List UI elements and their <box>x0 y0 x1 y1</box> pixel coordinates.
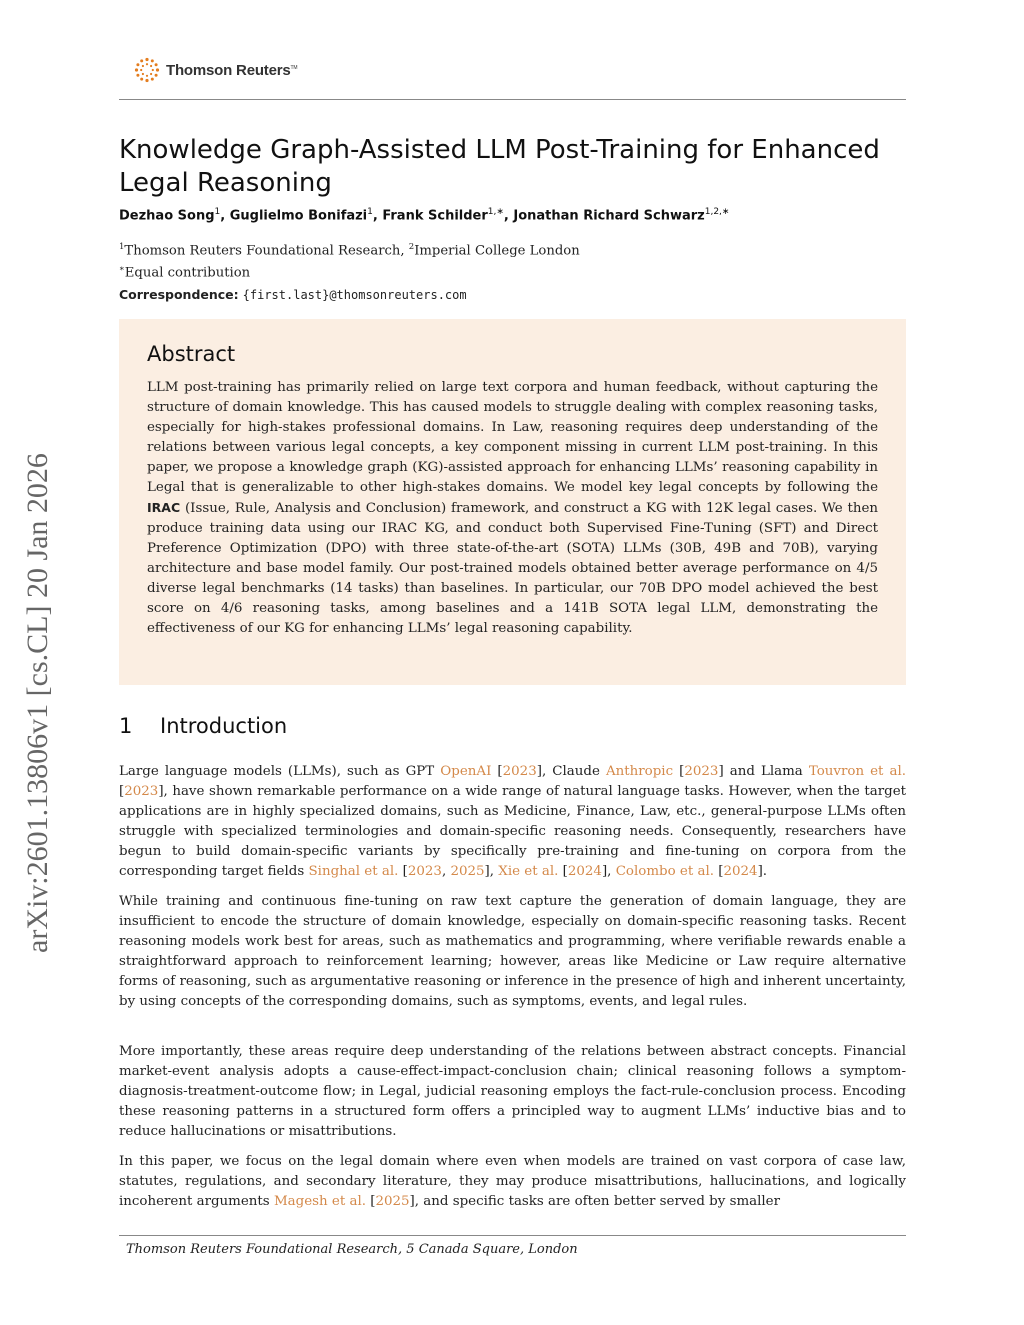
citation-year-link[interactable]: 2024 <box>567 864 602 879</box>
header-rule <box>119 99 906 100</box>
intro-paragraph-2: While training and continuous fine-tuning on raw text capture the generation of domain language, they are insufficient to encode the structure of domain knowledge, especially on domain-specific reasoning tasks. Recent reasoning models work best for areas, such as mathematics and programming, where verifiable rewards enable a straightforward approach to reinforcement learning; however, areas like Medicine or Law require alternative forms of reasoning, such as argumentative reasoning or inference in the presence of high and inherent uncertainty, by using concepts of the corresponding domains, such as symptoms, events, and legal rules. <box>119 894 906 1009</box>
citation-year-link[interactable]: 2025 <box>450 864 485 879</box>
author-marks: 1 <box>367 207 373 217</box>
author-name: Frank Schilder <box>382 208 488 224</box>
citation-year-link[interactable]: 2023 <box>407 864 442 879</box>
intro-paragraph-1: Large language models (LLMs), such as GPT OpenAI [2023], Claude Anthropic [2023] and Llama Touvron et al. [2023], have shown remarkable performance on a wide range of natural language tasks. However, when the target applications are in highly specialized domains, such as Medicine, Finance, Law, etc., general-purpose LLMs often struggle with specialized terminologies and domain-specific reasoning needs. Consequently, researchers have begun to build domain-specific variants by specifically pre-training and fine-tuning on corpora from the corresponding target fields Singhal et al. [2023, 2025], Xie et al. [2024], Colombo et al. [2024]. <box>119 764 907 879</box>
author-marks: 1 <box>214 207 221 217</box>
page-footer: Thomson Reuters Foundational Research, 5 Canada Square, London <box>126 1242 578 1257</box>
author-name: Guglielmo Bonifazi <box>229 208 368 224</box>
arxiv-identifier: arXiv:2601.13806v1 [cs.CL] 20 Jan 2026 <box>21 453 54 953</box>
correspondence-label: Correspondence: <box>119 287 239 302</box>
abstract-box <box>119 319 906 685</box>
brand-name: Thomson Reuters™ <box>166 61 298 79</box>
citation-year-link[interactable]: 2023 <box>684 764 719 779</box>
correspondence <box>119 287 467 302</box>
author-list: Dezhao Song$^1$, Guglielmo Bonifazi$^1$, Frank Schilder$^{1,∗}$, Jonathan Richard Schwarz$^{1,2,∗}$ <box>119 207 730 224</box>
affiliation-line: $^1$Thomson Reuters Foundational Research, $^2$Imperial College London <box>119 242 580 259</box>
correspondence-email: {first.last}@thomsonreuters.com <box>242 288 467 302</box>
thomson-reuters-logo <box>134 56 297 84</box>
author-name: Dezhao Song <box>119 208 215 224</box>
citation-link[interactable]: Colombo et al. <box>615 864 715 879</box>
section-number: 1 <box>119 714 133 738</box>
citation-link[interactable]: Magesh et al. <box>273 1194 366 1209</box>
section-title: Introduction <box>160 714 288 738</box>
citation-year-link[interactable]: 2024 <box>723 864 758 879</box>
citation-year-link[interactable]: 2023 <box>502 764 537 779</box>
thomson-reuters-dots-icon <box>134 57 160 83</box>
intro-paragraph-3: More importantly, these areas require deep understanding of the relations between abstract concepts. Financial market-event analysis adopts a cause-effect-impact-conclusion chain; clinical reasoning follows a symptom-diagnosis-treatment-outcome flow; in Legal, judicial reasoning employs the fact-rule-conclusion process. Encoding these reasoning patterns in a structured form offers a principled way to augment LLMs’ inductive bias and to reduce hallucinations or misattributions. <box>119 1044 906 1139</box>
affiliations <box>119 238 580 283</box>
trademark-mark: TM <box>290 64 298 71</box>
paper-title: Knowledge Graph-Assisted LLM Post-Training for Enhanced Legal Reasoning <box>119 135 880 198</box>
citation-link[interactable]: Anthropic <box>605 764 674 779</box>
author-marks: 1,∗ <box>487 207 504 217</box>
section-heading-introduction <box>119 714 287 738</box>
author-name: Jonathan Richard Schwarz <box>513 208 705 224</box>
citation-link[interactable]: Touvron et al. <box>808 764 907 779</box>
citation-link[interactable]: Xie et al. <box>498 864 559 879</box>
irac-term: IRAC <box>147 500 181 515</box>
footer-rule <box>119 1235 906 1236</box>
author-marks: 1,2,∗ <box>704 207 730 217</box>
citation-year-link[interactable]: 2025 <box>375 1194 410 1209</box>
equal-contribution-note: ∗Equal contribution <box>119 264 251 281</box>
abstract-heading: Abstract <box>147 342 236 366</box>
citation-link[interactable]: OpenAI <box>440 764 492 779</box>
intro-paragraph-4: In this paper, we focus on the legal domain where even when models are trained on vast corpora of case law, statutes, regulations, and secondary literature, they may produce misattributions, hallucinations, and logically incoherent arguments Magesh et al. [2025], and specific tasks are often better served by smaller <box>119 1154 906 1209</box>
citation-link[interactable]: Singhal et al. <box>308 864 399 879</box>
abstract-text: LLM post-training has primarily relied on large text corpora and human feedback, without capturing the structure of domain knowledge. This has caused models to struggle dealing with complex reasoning tasks, especially for high-stakes professional domains. In Law, reasoning requires deep understanding of the relations between various legal concepts, a key component missing in current LLM post-training. In this paper, we propose a knowledge graph (KG)-assisted approach for enhancing LLMs’ reasoning capability in Legal that is generalizable to other high-stakes domains. We model key legal concepts by following the IRAC (Issue, Rule, Analysis and Conclusion) framework, and construct a KG with 12K legal cases. We then produce training data using our IRAC KG, and conduct both Supervised Fine-Tuning (SFT) and Direct Preference Optimization (DPO) with three state-of-the-art (SOTA) LLMs (30B, 49B and 70B), varying architecture and base model family. Our post-trained models obtained better average performance on 4/5 diverse legal benchmarks (14 tasks) than baselines. In particular, our 70B DPO model achieved the best score on 4/6 reasoning tasks, among baselines and a 141B SOTA legal LLM, demonstrating the effectiveness of our KG for enhancing LLMs’ legal reasoning capability. <box>147 380 878 636</box>
citation-year-link[interactable]: 2023 <box>124 784 159 799</box>
